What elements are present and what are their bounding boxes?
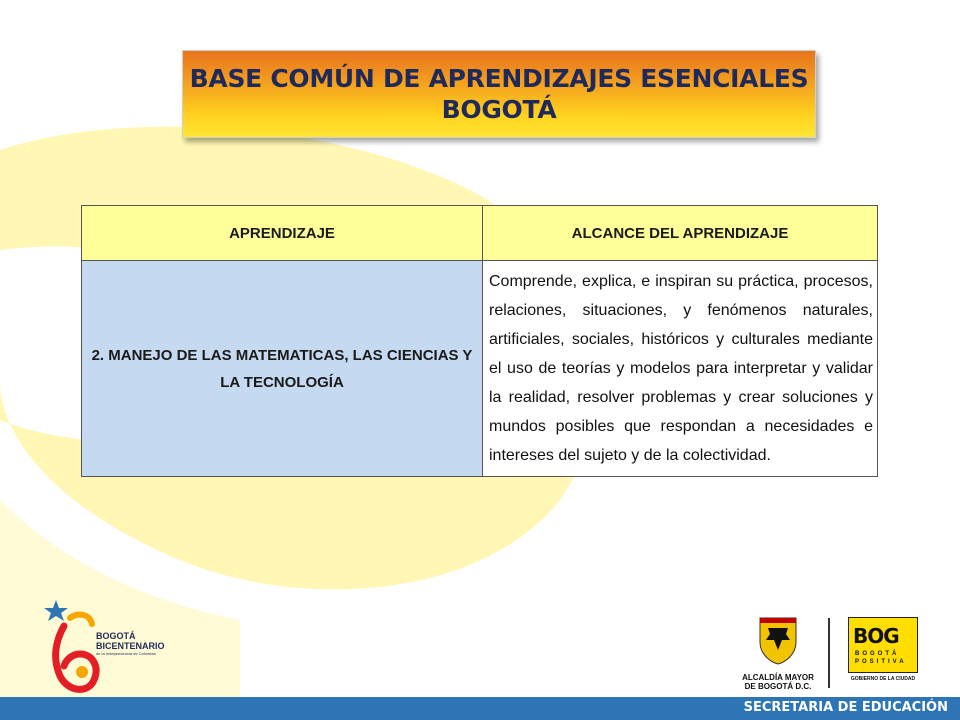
cell-aprendizaje: 2. MANEJO DE LAS MATEMATICAS, LAS CIENCIAS Y LA TECNOLOGÍA <box>82 261 483 477</box>
learning-table <box>81 205 878 477</box>
alcaldia-line2: DE BOGOTÁ D.C. <box>744 682 812 691</box>
table-row <box>82 261 878 477</box>
footer-text: SECRETARIA DE EDUCACIÓN <box>743 700 948 715</box>
bog-word: BOG <box>853 624 899 648</box>
bicentenario-line2: BICENTENARIO <box>96 641 165 651</box>
title-line-2: BOGOTÁ <box>441 95 557 124</box>
table-header-row <box>82 206 878 261</box>
title-line-1: BASE COMÚN DE APRENDIZAJES ESENCIALES <box>189 64 809 93</box>
bicentenario-line3: de la Independencia de Colombia <box>96 651 156 656</box>
header-alcance: ALCANCE DEL APRENDIZAJE <box>483 206 878 261</box>
alcaldia-line1: ALCALDÍA MAYOR <box>742 673 814 682</box>
alcaldia-logo <box>738 614 818 692</box>
bog-sub <box>855 650 907 666</box>
bog-sub2: POSITIVA <box>855 659 907 665</box>
logo-divider <box>828 618 830 688</box>
cell-alcance: Comprende, explica, e inspiran su práctica, procesos, relaciones, situaciones, y fenómenos naturales, artificiales, sociales, históricos y culturales mediante el uso de teorías y modelos para interpretar y validar la realidad, resolver problemas y crear soluciones y mundos posibles que respondan a necesidades e intereses del sujeto y de la colectividad. <box>483 261 878 477</box>
coat-of-arms-icon <box>756 614 800 666</box>
bog-logo <box>848 617 918 689</box>
header-aprendizaje: APRENDIZAJE <box>82 206 483 261</box>
bicentenario-line1: BOGOTÁ <box>96 631 136 641</box>
bog-caption: GOBIERNO DE LA CIUDAD <box>850 676 916 682</box>
bog-badge <box>848 617 918 673</box>
bog-sub1: BOGOTÁ <box>855 651 900 657</box>
title-banner <box>182 50 816 138</box>
footer-bar <box>0 697 960 720</box>
bicentenario-text <box>96 631 165 657</box>
